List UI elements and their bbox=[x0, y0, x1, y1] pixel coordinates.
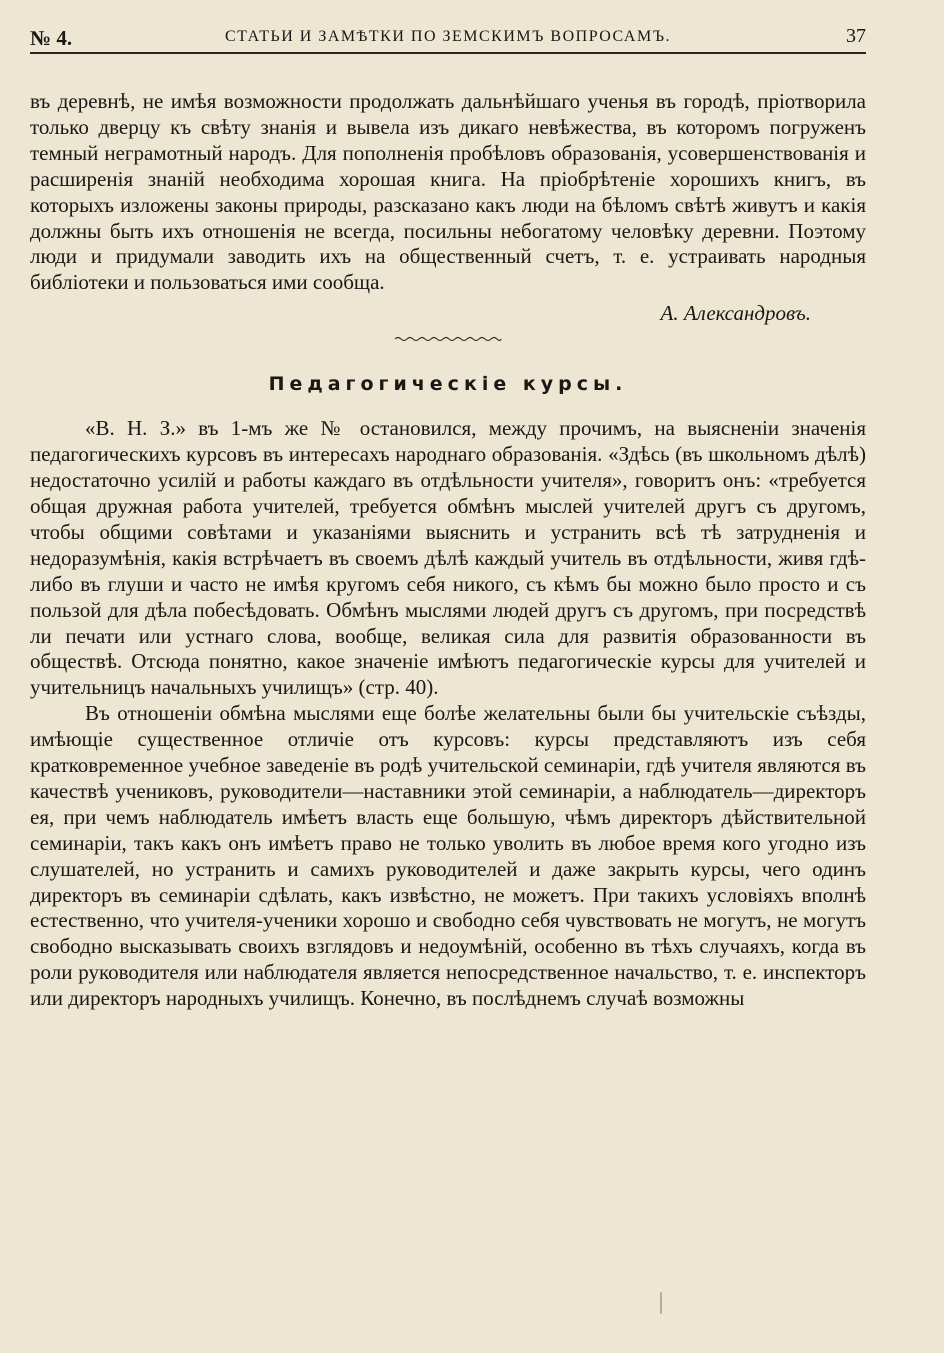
wavy-divider-ornament bbox=[393, 335, 503, 343]
header-title: СТАТЬИ И ЗАМѢТКИ ПО ЗЕМСКИМЪ ВОПРОСАМЪ. bbox=[224, 28, 672, 45]
running-header bbox=[30, 22, 866, 54]
book-page bbox=[30, 22, 866, 1012]
page-number: 37 bbox=[846, 25, 866, 47]
author-signature: А. Александровъ. bbox=[660, 301, 811, 326]
article-paragraph: «В. Н. З.» въ 1-мъ же № остановился, между прочимъ, на выясненіи значенія педагогическихъ курсовъ въ интересахъ народнаго образованія. «Здѣсь (въ школьномъ дѣлѣ) недостаточно усилій и работы каждаго въ отдѣльности учителя», говоритъ онъ: «требуется общая дружная работа учителей, требуется обмѣнъ мыслей учителей другъ съ другомъ, чтобы общими совѣтами и указаніями выяснить и устранить всѣ тѣ затрудненія и недоразумѣнія, какія встрѣчаетъ въ своемъ дѣлѣ каждый учитель въ отдѣльности, живя гдѣ-либо въ глуши и часто не имѣя кругомъ себя никого, съ кѣмъ бы можно было просто и съ пользой для дѣла побесѣдовать. Обмѣнъ мыслями людей другъ съ другомъ, при посредствѣ ли печати или устнаго слова, вообще, великая сила для развитія образованности въ обществѣ. Отсюда понятно, какое значеніе имѣютъ педагогическіе курсы для учителей и учительницъ начальныхъ училищъ» (стр. 40). bbox=[30, 416, 866, 700]
section-title: Педагогическіе курсы. bbox=[268, 373, 628, 396]
issue-number: № 4. bbox=[30, 26, 73, 50]
article-paragraph: въ деревнѣ, не имѣя возможности продолжать дальнѣйшаго ученья въ городѣ, пріотворила только дверцу къ свѣту знанія и вывела изъ дикаго невѣжества, въ которомъ погруженъ темный неграмотный народъ. Для пополненія пробѣловъ образованія, усовершенствованія и расширенія знаній необходима хорошая книга. На пріобрѣтеніе хорошихъ книгъ, въ которыхъ изложены законы природы, разсказано какъ люди на бѣломъ свѣтѣ живутъ и какія должны быть ихъ отношенія не всегда, посильны небогатому человѣку деревни. Поэтому люди и придумали заводить ихъ на общественный счетъ, т. е. устраивать народныя библіотеки и пользоваться ими сообща. bbox=[30, 89, 866, 295]
article-paragraph: Въ отношеніи обмѣна мыслями еще болѣе желательны были бы учительскіе съѣзды, имѣющіе существенное отличіе отъ курсовъ: курсы представляютъ изъ себя кратковременное учебное заведеніе въ родѣ учительской семинаріи, гдѣ учителя являются въ качествѣ учениковъ, руководители—наставники этой семинаріи, а наблюдатель—директоръ ея, при чемъ наблюдатель имѣетъ власть еще большую, чѣмъ директоръ дѣйствительной семинаріи, такъ какъ онъ имѣетъ право не только уволить въ любое время кого угодно изъ слушателей, но устранить и самихъ руководителей и даже закрыть курсы, чего одинъ директоръ въ семинаріи сдѣлать, какъ извѣстно, не можетъ. При такихъ условіяхъ вполнѣ естественно, что учителя-ученики хорошо и свободно себя чувствовать не могутъ, не могутъ свободно высказывать своихъ взглядовъ и недоумѣній, особенно въ тѣхъ случаяхъ, когда въ роли руководителя или наблюдателя является непосредственное начальство, т. е. инспекторъ или директоръ народныхъ училищъ. Конечно, въ послѣднемъ случаѣ возможны bbox=[30, 701, 866, 1011]
paper-mark bbox=[660, 1292, 662, 1314]
